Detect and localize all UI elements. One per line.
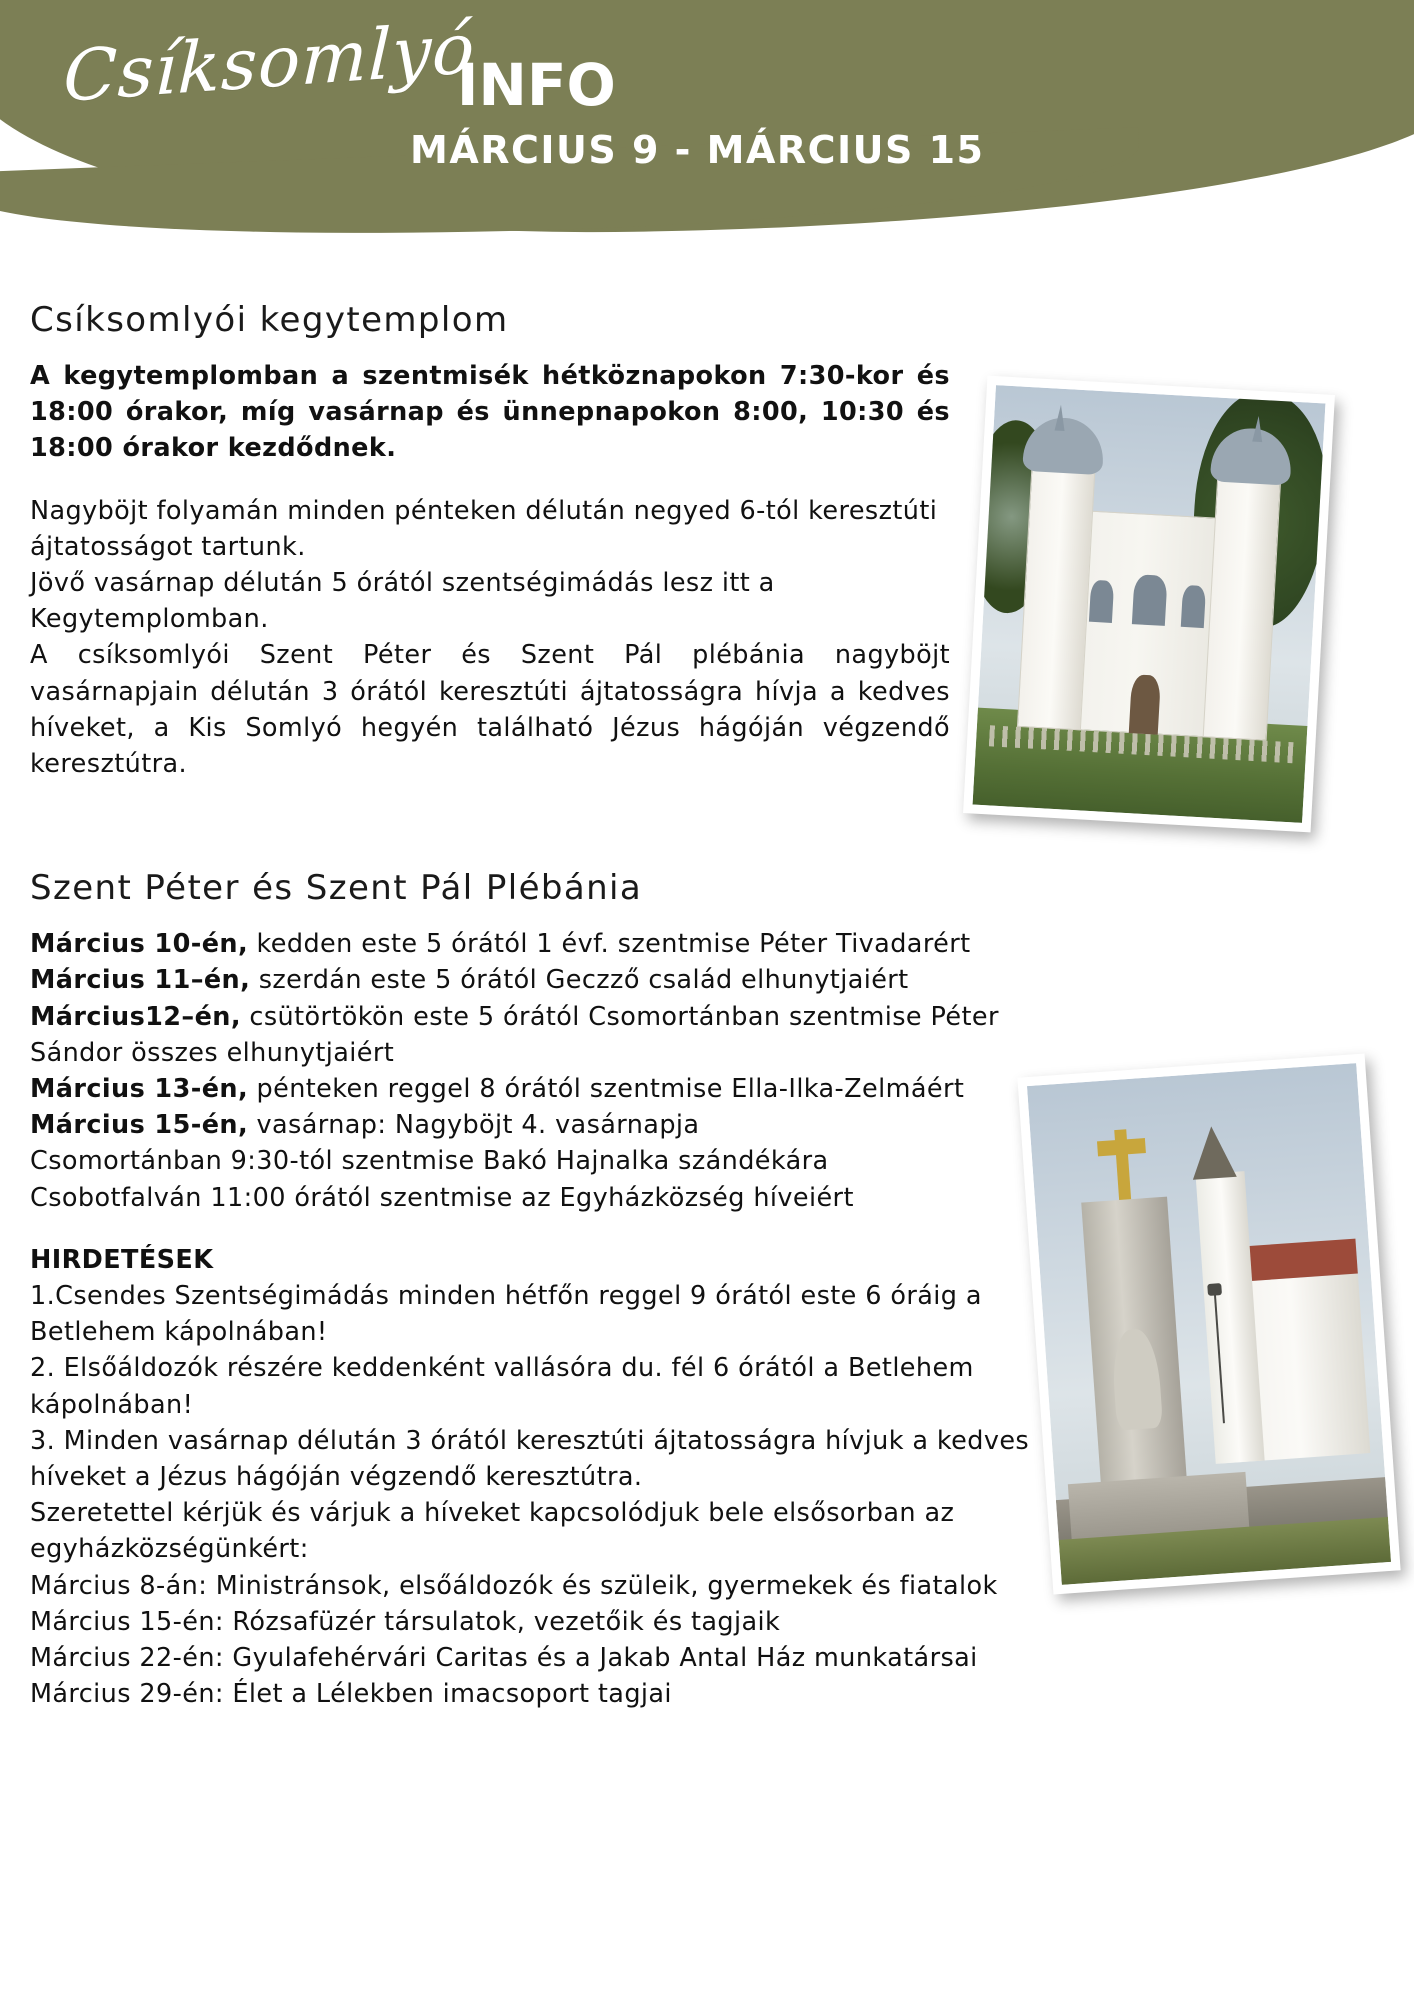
announcement-6: Március 15-én: Rózsafüzér társulatok, vezetőik és tagjaik xyxy=(30,1606,781,1637)
event-extra-2: Csobotfalván 11:00 órától szentmise az Egyházközség híveiért xyxy=(30,1182,854,1213)
spacer xyxy=(0,467,1414,493)
announcement-3: 3. Minden vasárnap délután 3 órától keresztúti ájtatosságra hívjuk a kedves híveket a Jézus hágóján végzendő keresztútra. xyxy=(30,1425,1030,1493)
banner-title xyxy=(62,6,616,119)
kegytemplom-paragraph-2: Jövő vasárnap délután 5 órától szentségimádás lesz itt a Kegytemplomban. xyxy=(30,568,775,635)
event-item-3 xyxy=(30,999,1040,1071)
section-plebania xyxy=(0,868,1414,1712)
event-text-1: kedden este 5 órától 1 évf. szentmise Péter Tivadarért xyxy=(248,929,971,960)
event-date-2: Március 11–én, xyxy=(30,965,251,996)
kegytemplom-paragraph-1: Nagyböjt folyamán minden pénteken délután negyed 6-tól keresztúti ájtatosságot tartunk. xyxy=(30,495,938,562)
event-date-1: Március 10-én, xyxy=(30,929,249,960)
brand-script-word: Csíksomlyó xyxy=(62,6,477,119)
announcement-5: Március 8-án: Ministránsok, elsőáldozók és szüleik, gyermekek és fiatalok xyxy=(30,1570,998,1601)
announcement-7: Március 22-én: Gyulafehérvári Caritas és a Jakab Antal Ház munkatársai xyxy=(30,1643,978,1674)
spacer xyxy=(0,1216,1414,1242)
announcement-8: Március 29-én: Élet a Lélekben imacsoport tagjai xyxy=(30,1679,672,1710)
event-text-5: vasárnap: Nagyböjt 4. vasárnapja xyxy=(248,1110,700,1141)
announcements-title: HIRDETÉSEK xyxy=(30,1244,214,1275)
announcement-4: Szeretettel kérjük és várjuk a híveket kapcsolódjuk bele elsősorban az egyházközségünkért: xyxy=(30,1498,955,1565)
kegytemplom-paragraph-3: A csíksomlyói Szent Péter és Szent Pál plébánia nagyböjt vasárnapjain délután 3 órától keresztúti ájtatosságra hívja a kedves híveket, a Kis Somlyó hegyén található Jézus hágóján végzendő keresztútra. xyxy=(30,640,950,780)
header-banner xyxy=(0,0,1414,268)
date-range-label: MÁRCIUS 9 - MÁRCIUS 15 xyxy=(410,128,985,172)
brand-info-word: INFO xyxy=(456,51,616,119)
event-text-4: pénteken reggel 8 órától szentmise Ella-Ilka-Zelmáért xyxy=(248,1074,965,1105)
kegytemplom-lead-text: A kegytemplomban a szentmisék hétköznapokon 7:30-kor és 18:00 órakor, míg vasárnap és ünnepnapokon 8:00, 10:30 és 18:00 órakor kezdődnek. xyxy=(30,361,950,464)
event-text-2: szerdán este 5 órától Geczző család elhunytjaiért xyxy=(250,965,909,996)
section-title-plebania: Szent Péter és Szent Pál Plébánia xyxy=(30,868,643,909)
section-title-kegytemplom: Csíksomlyói kegytemplom xyxy=(30,300,509,340)
spacer xyxy=(0,782,1414,868)
document-content xyxy=(0,300,1414,1713)
event-item-5 xyxy=(30,1107,1040,1143)
event-item-4 xyxy=(30,1071,1040,1107)
event-extra-1: Csomortánban 9:30-tól szentmise Bakó Hajnalka szándékára xyxy=(30,1146,829,1177)
announcement-1: 1.Csendes Szentségimádás minden hétfőn reggel 9 órától este 6 óráig a Betlehem kápolnában! xyxy=(30,1281,982,1348)
event-date-4: Március 13-én, xyxy=(30,1074,249,1105)
announcement-2: 2. Elsőáldozók részére keddenként vallásóra du. fél 6 órától a Betlehem kápolnában! xyxy=(30,1353,974,1420)
event-item-1 xyxy=(30,926,1040,962)
event-item-2 xyxy=(30,962,1040,998)
event-date-3: Március12–én, xyxy=(30,1001,241,1032)
event-text-3: csütörtökön este 5 órától Csomortánban szentmise Péter Sándor összes elhunytjaiért xyxy=(30,1001,999,1068)
section-kegytemplom xyxy=(0,300,1414,782)
event-date-5: Március 15-én, xyxy=(30,1110,249,1141)
